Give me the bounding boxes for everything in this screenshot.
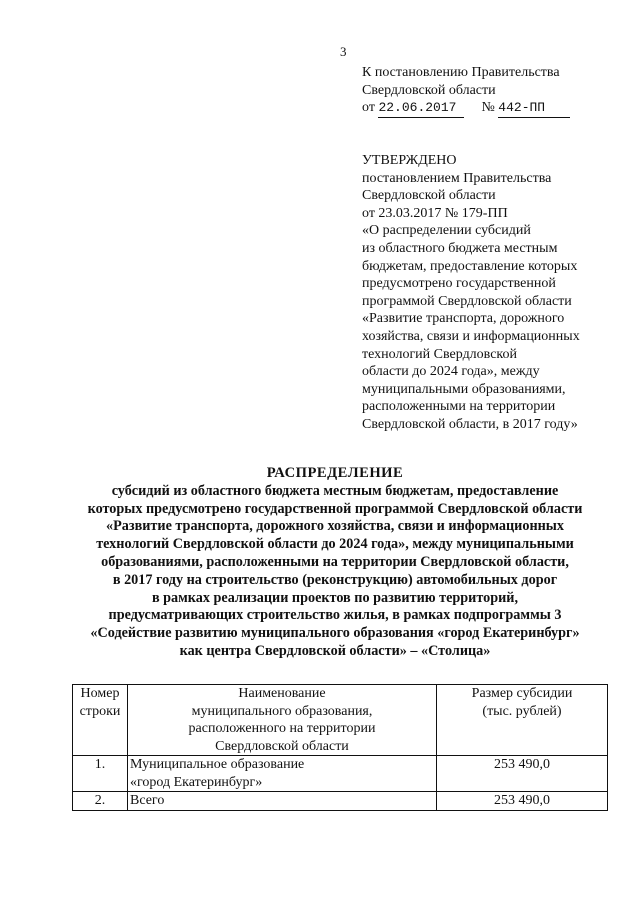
text-line: муниципального образования, (191, 703, 373, 719)
attachment-line-2: Свердловской области (362, 82, 496, 98)
text-line: как центра Свердловской области» – «Столица» (179, 642, 491, 659)
text-line: «Содействие развитию муниципального образования «город Екатеринбург» (90, 625, 580, 642)
header-row-number (73, 685, 128, 756)
approval-block (362, 152, 580, 434)
text-line: в рамках реализации проектов по развитию территорий, (151, 589, 519, 606)
text-line: Свердловской области, в 2017 году» (362, 416, 578, 432)
title-subheading (60, 483, 610, 661)
text-line: из областного бюджета местным (362, 240, 558, 256)
text-line: «Развитие транспорта, дорожного (362, 311, 565, 327)
text-line: Размер субсидии (471, 686, 573, 701)
text-line: Всего (130, 793, 165, 808)
attachment-line-1: К постановлению Правительства (362, 65, 560, 80)
text-line: муниципальными образованиями, (362, 381, 566, 397)
text-line: Номер (80, 686, 120, 701)
text-line: Свердловской области (215, 738, 349, 754)
page-number: 3 (340, 44, 347, 59)
text-line: постановлением Правительства (362, 170, 552, 186)
text-line: области до 2024 года», между (362, 364, 540, 380)
text-line: технологий Свердловской (362, 346, 517, 362)
date-prefix: от (362, 100, 375, 116)
distribution-table (72, 684, 608, 811)
text-line: бюджетам, предоставление которых (362, 258, 578, 274)
approval-text (362, 170, 580, 434)
resolution-date: 22.06.2017 (378, 99, 464, 118)
text-line: Свердловской области (362, 188, 496, 204)
text-line: которых предусмотрено государственной программой Свердловской области (87, 500, 583, 517)
text-line: «Развитие транспорта, дорожного хозяйства, связи и информационных (106, 518, 564, 535)
text-line: образованиями, расположенными на территории Свердловской области, (101, 553, 569, 570)
text-line: от 23.03.2017 № 179-ПП (362, 205, 508, 221)
attachment-date-line (362, 99, 570, 118)
text-line: расположенными на территории (362, 399, 556, 415)
text-line: в 2017 году на строительство (реконструкцию) автомобильных дорог (112, 571, 558, 588)
header-subsidy-amount (437, 685, 608, 756)
text-line: «город Екатеринбург» (130, 774, 263, 790)
text-line: программой Свердловской области (362, 293, 572, 309)
text-line: строки (79, 703, 121, 719)
document-title (60, 465, 610, 661)
cell-amount: 253 490,0 (437, 792, 608, 811)
header-municipality (128, 685, 437, 756)
number-prefix: № (481, 100, 495, 116)
table-row (73, 792, 608, 811)
text-line: Наименование (238, 686, 326, 701)
text-line: расположенного на территории (188, 721, 376, 736)
text-line: предусмотрено государственной (362, 276, 556, 292)
approval-heading: УТВЕРЖДЕНО (362, 153, 457, 168)
text-line: Муниципальное образование (130, 757, 305, 772)
cell-amount: 253 490,0 (437, 756, 608, 792)
cell-municipality (128, 792, 437, 811)
title-heading: РАСПРЕДЕЛЕНИЕ (266, 465, 404, 481)
table-header-row (73, 685, 608, 756)
cell-row-number: 2. (73, 792, 128, 811)
cell-municipality (128, 756, 437, 792)
resolution-number: 442-ПП (498, 99, 570, 118)
text-line: технологий Свердловской области до 2024 года», между муниципальными (96, 536, 574, 553)
table-row (73, 756, 608, 792)
text-line: субсидий из областного бюджета местным бюджетам, предоставление (111, 482, 559, 499)
text-line: хозяйства, связи и информационных (362, 328, 580, 344)
text-line: (тыс. рублей) (482, 703, 562, 719)
attachment-block (362, 64, 570, 118)
cell-row-number: 1. (73, 756, 128, 792)
text-line: предусматривающих строительство жилья, в рамках подпрограммы 3 (108, 607, 562, 624)
text-line: «О распределении субсидий (362, 223, 531, 239)
